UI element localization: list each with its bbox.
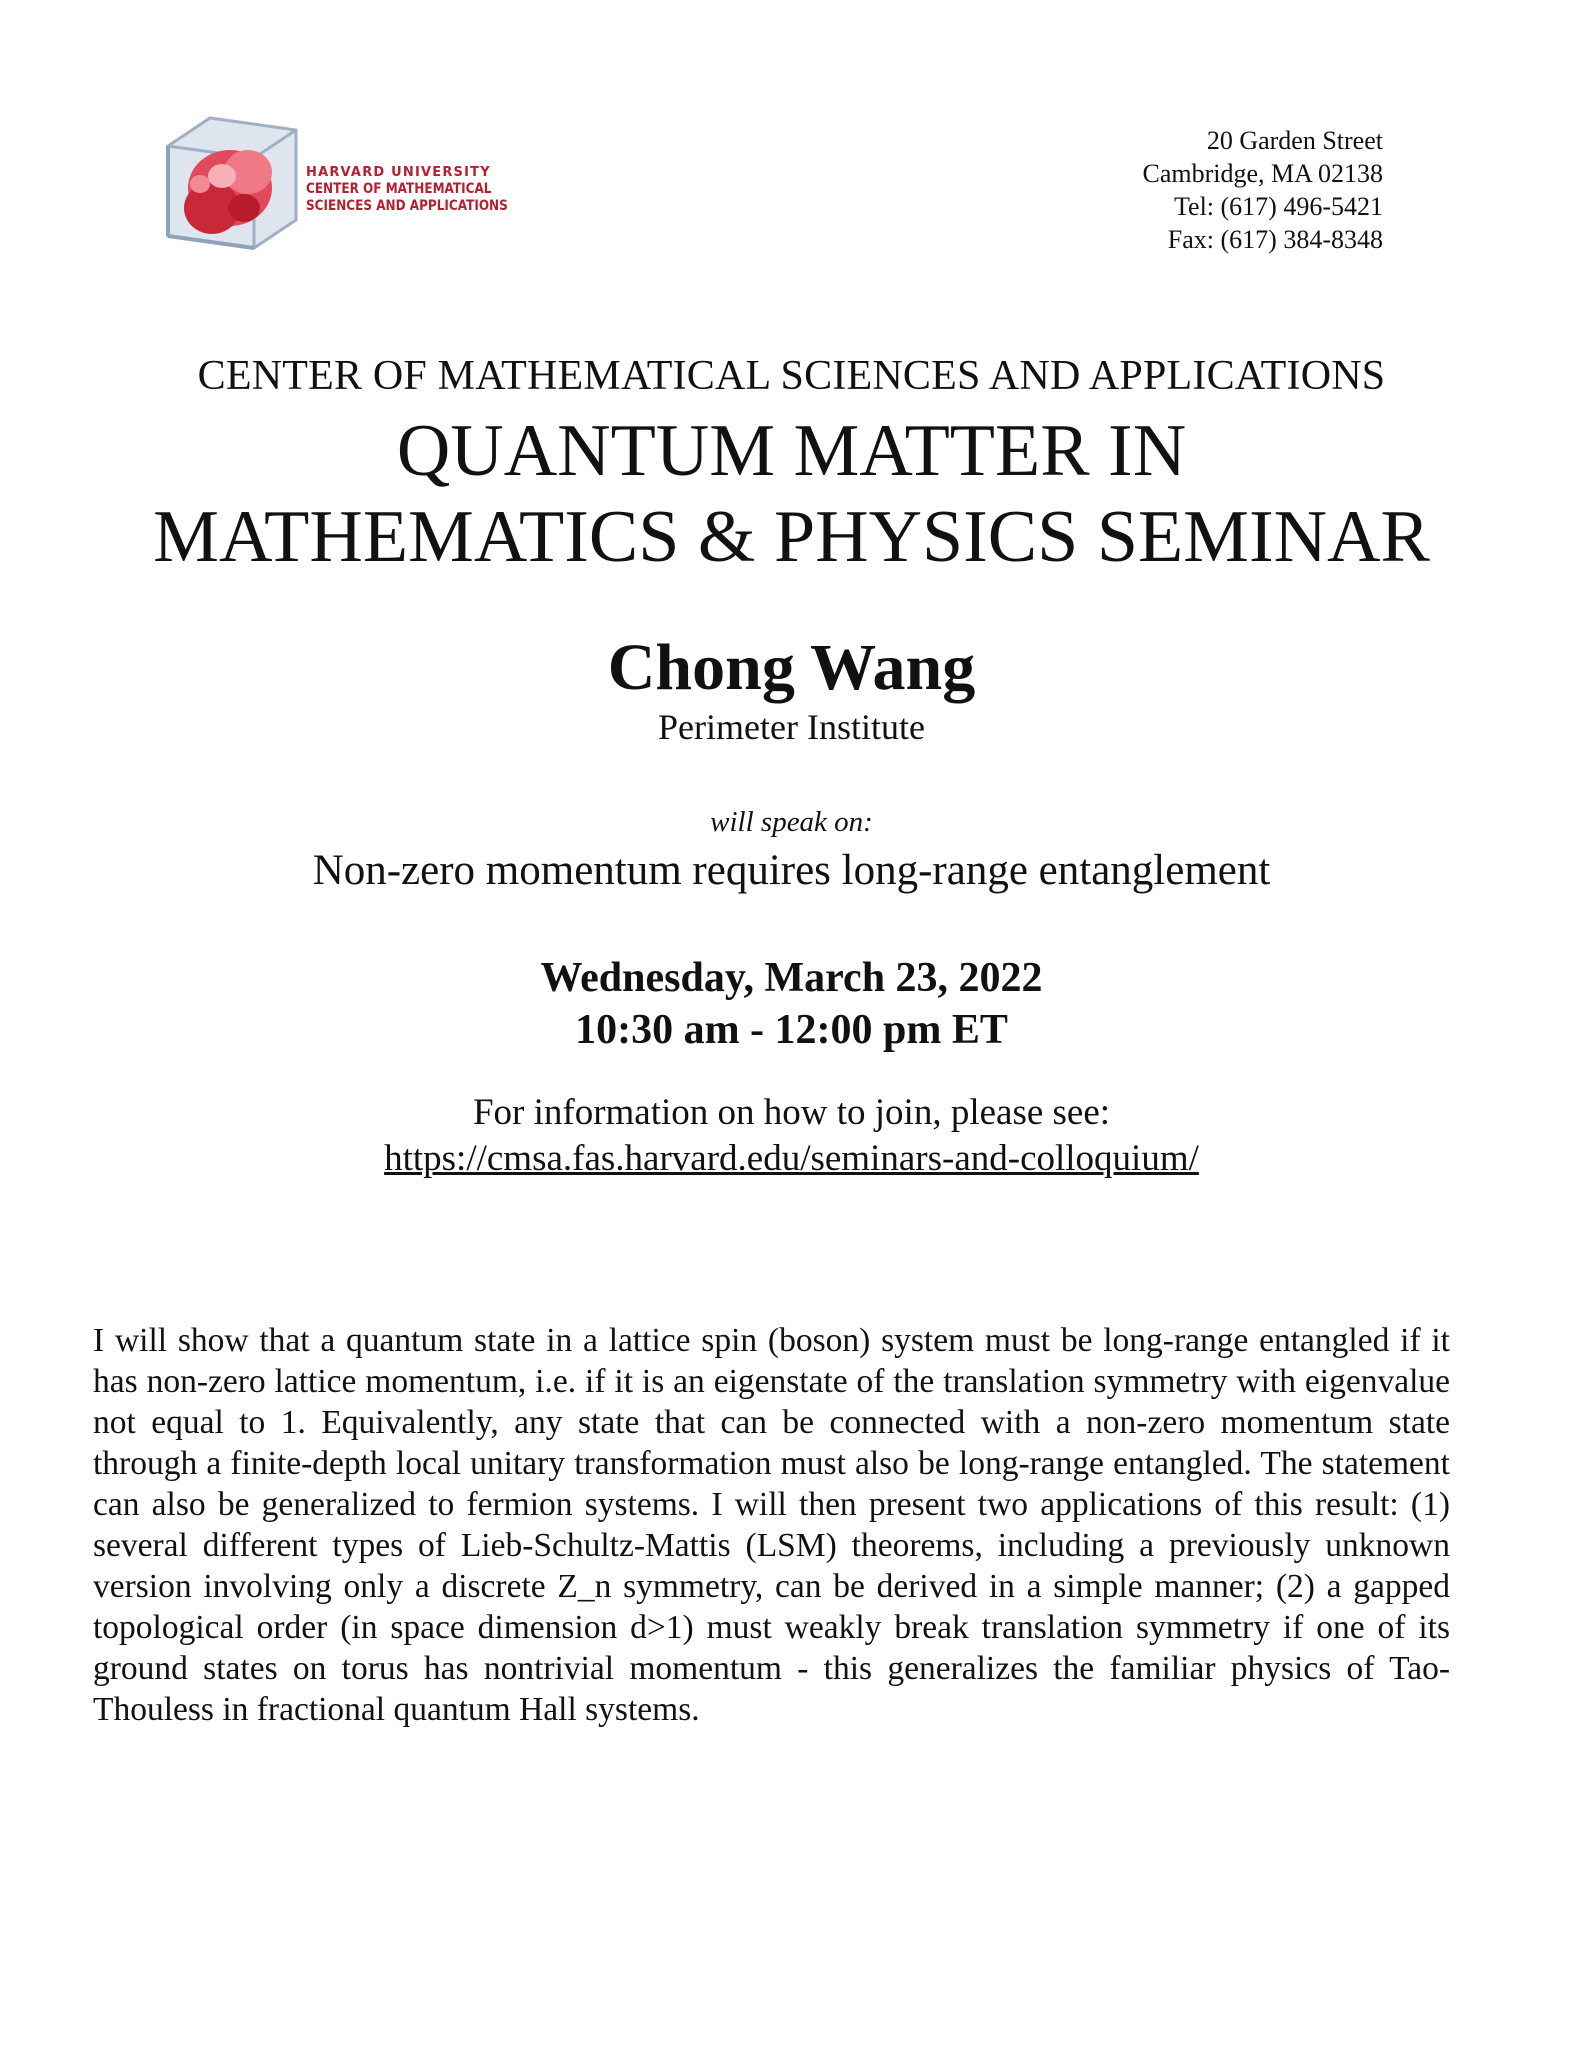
seminar-title-line1: QUANTUM MATTER IN xyxy=(396,410,1187,492)
org-name: CENTER OF MATHEMATICAL SCIENCES AND APPLICATIONS xyxy=(197,353,1386,399)
join-info xyxy=(0,1090,1583,1182)
cmsa-logo xyxy=(160,116,508,266)
join-info-text: For information on how to join, please see: xyxy=(472,1092,1111,1133)
address-street: 20 Garden Street xyxy=(1206,126,1383,155)
seminar-title-line2: MATHEMATICS & PHYSICS SEMINAR xyxy=(153,496,1430,578)
address-block xyxy=(1143,124,1384,256)
logo-line-center: CENTER OF MATHEMATICAL xyxy=(306,181,492,197)
abstract-text: I will show that a quantum state in a lattice spin (boson) system must be long-range entangled if it has non-zero lattice momentum, i.e. if it is an eigenstate of the translation symmetry with eigenvalue not equal to 1. Equivalently, any state that can be connected with a non-zero momentum state through a finite-depth local unitary transformation must also be long-range entangled. The statement can also be generalized to fermion systems. I will then present two applications of this result: (1) several different types of Lieb-Schultz-Mattis (LSM) theorems, including a previously unknown version involving only a discrete Z_n symmetry, can be derived in a simple manner; (2) a gapped topological order (in space dimension d>1) must weakly break translation symmetry if one of its ground states on torus has nontrivial momentum - this generalizes the familiar physics of Tao-Thouless in fractional quantum Hall systems. xyxy=(93,1322,1450,1728)
seminar-title xyxy=(0,408,1583,580)
speaker-affiliation: Perimeter Institute xyxy=(658,707,925,747)
logo-line-university: HARVARD UNIVERSITY xyxy=(306,165,491,180)
event-date: Wednesday, March 23, 2022 xyxy=(540,955,1043,1001)
event-datetime xyxy=(0,952,1583,1056)
address-city: Cambridge, MA 02138 xyxy=(1142,159,1383,188)
cube-logo-icon xyxy=(160,116,300,266)
will-speak-label: will speak on: xyxy=(710,806,873,838)
address-fax: Fax: (617) 384-8348 xyxy=(1167,225,1383,254)
event-time: 10:30 am - 12:00 pm ET xyxy=(575,1007,1008,1053)
talk-title: Non-zero momentum requires long-range entanglement xyxy=(312,847,1271,894)
logo-line-sciences: SCIENCES AND APPLICATIONS xyxy=(306,198,508,214)
speaker-name: Chong Wang xyxy=(607,631,976,704)
address-tel: Tel: (617) 496-5421 xyxy=(1173,192,1383,221)
join-info-link[interactable]: https://cmsa.fas.harvard.edu/seminars-and-colloquium/ xyxy=(384,1138,1199,1179)
